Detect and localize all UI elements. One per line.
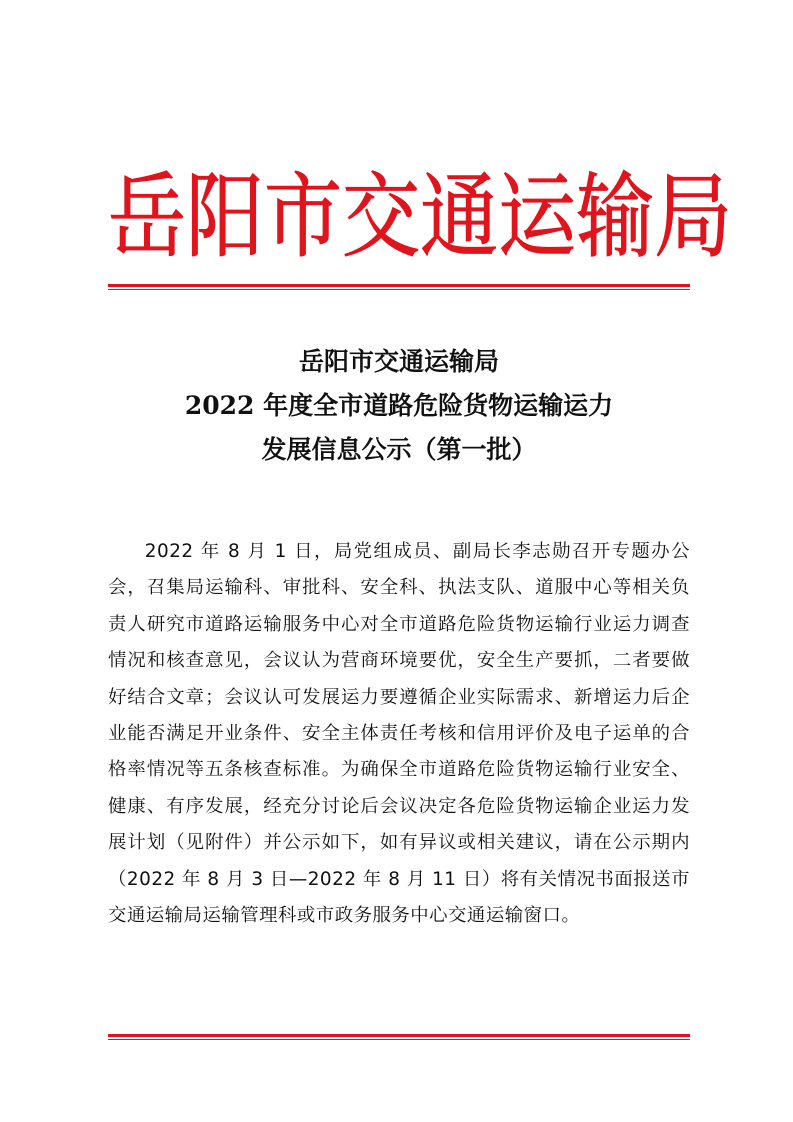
title-line-1: 岳阳市交通运输局 (298, 347, 499, 376)
header-divider-thick (108, 284, 690, 287)
masthead-char: 局 (654, 164, 733, 272)
body-paragraph: 2022 年 8 月 1 日，局党组成员、副局长李志勋召开专题办公会，召集局运输科、审批科、安全科、执法支队、道服中心等相关负责人研究市道路运输服务中心对全市道路危险货物运输行业运力调查情况和核查意见，会议认为营商环境要优，安全生产要抓，二者要做好结合文章；会议认可发展运力要遵循企业实际需求、新增运力后企业能否满足开业条件、安全主体责任考核和信用评价及电子运单的合格率情况等五条核查标准。为确保全市道路危险货物运输行业安全、健康、有序发展，经充分讨论后会议决定各危险货物运输企业运力发展计划（见附件）并公示如下，如有异议或相关建议，请在公示期内（2022 年 8 月 3 日—2022 年 8 月 11 日）将有关情况书面报送市交通运输局运输管理科或市政务服务中心交通运输窗口。 (108, 541, 690, 927)
title-line-3: 发展信息公示（第一批） (261, 435, 537, 464)
footer-divider (108, 1034, 690, 1041)
footer-divider-thick (108, 1034, 690, 1037)
masthead (108, 164, 733, 272)
masthead-char: 运 (498, 164, 577, 272)
header-divider-thin (108, 289, 690, 290)
document-title (108, 340, 690, 472)
title-line-2: 2022 年度全市道路危险货物运输运力 (184, 391, 614, 420)
footer-divider-thin (108, 1039, 690, 1040)
masthead-char: 交 (342, 164, 421, 272)
masthead-char: 市 (264, 164, 343, 272)
masthead-char: 阳 (186, 164, 265, 272)
header-divider (108, 284, 690, 291)
masthead-char: 输 (576, 164, 655, 272)
masthead-char: 岳 (108, 164, 187, 272)
masthead-char: 通 (420, 164, 499, 272)
